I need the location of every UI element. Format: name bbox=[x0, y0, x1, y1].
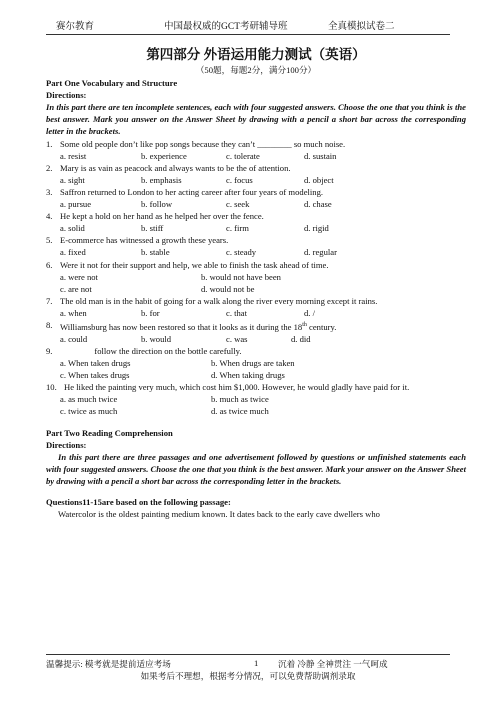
option-b[interactable]: b. experience bbox=[141, 150, 187, 161]
option-b[interactable]: b. would bbox=[141, 333, 172, 344]
page-header bbox=[46, 14, 450, 35]
question-7 bbox=[46, 295, 466, 307]
page-subtitle: （50题，每题2分，满分100分） bbox=[195, 65, 317, 75]
option-b[interactable]: b. stiff bbox=[141, 223, 164, 234]
options-2 bbox=[46, 174, 466, 186]
options-8 bbox=[46, 333, 466, 345]
question-text: He kept a hold on her hand as he helped her over the fence. bbox=[60, 211, 264, 222]
options-9a bbox=[46, 357, 466, 369]
question-text: E-commerce has witnessed a growth these years. bbox=[60, 235, 229, 246]
option-a[interactable]: a. sight bbox=[60, 174, 85, 185]
options-1 bbox=[46, 150, 466, 162]
option-d[interactable]: d. sustain bbox=[304, 150, 337, 161]
option-a[interactable]: a. as much twice bbox=[60, 394, 118, 405]
question-text: Saffron returned to London to her acting career after four years of modeling. bbox=[60, 186, 324, 197]
question-number: 10. bbox=[46, 382, 57, 393]
option-a[interactable]: a. could bbox=[60, 333, 88, 344]
option-a[interactable]: a. fixed bbox=[60, 247, 86, 258]
question-10 bbox=[46, 381, 466, 393]
question-number: 6. bbox=[46, 259, 53, 270]
option-c[interactable]: c. tolerate bbox=[226, 150, 260, 161]
option-c[interactable]: c. seek bbox=[226, 199, 250, 210]
option-a[interactable]: a. resist bbox=[60, 150, 87, 161]
option-a[interactable]: a. When taken drugs bbox=[60, 358, 131, 369]
page-footer bbox=[46, 654, 450, 669]
passage-text: Watercolor is the oldest painting medium known. It dates back to the early cave dwellers who bbox=[58, 509, 380, 520]
option-b[interactable]: b. When drugs are taken bbox=[211, 358, 295, 369]
question-number: 8. bbox=[46, 319, 53, 330]
question-number: 2. bbox=[46, 162, 53, 173]
question-5 bbox=[46, 234, 466, 246]
option-a[interactable]: a. pursue bbox=[60, 199, 92, 210]
footer-tip: 温馨提示: 模考就是提前适应考场 bbox=[46, 659, 171, 669]
question-4 bbox=[46, 210, 466, 222]
page-title: 第四部分 外语运用能力测试（英语） bbox=[146, 47, 366, 62]
passage-heading: Questions11-15are based on the following passage: bbox=[46, 497, 231, 508]
option-d[interactable]: d. would not be bbox=[201, 283, 255, 294]
question-number: 1. bbox=[46, 138, 53, 149]
option-a[interactable]: a. solid bbox=[60, 223, 85, 234]
option-c[interactable]: c. are not bbox=[60, 283, 92, 294]
option-b[interactable]: b. would not have been bbox=[201, 271, 281, 282]
question-1 bbox=[46, 138, 466, 150]
option-a[interactable]: a. were not bbox=[60, 271, 98, 282]
option-c[interactable]: c. that bbox=[226, 307, 247, 318]
option-b[interactable]: b. stable bbox=[141, 247, 170, 258]
option-a[interactable]: a. when bbox=[60, 307, 87, 318]
options-5 bbox=[46, 246, 466, 258]
option-c[interactable]: c. firm bbox=[226, 223, 249, 234]
question-number: 9. bbox=[46, 346, 53, 357]
document-body bbox=[46, 42, 466, 520]
question-number: 7. bbox=[46, 295, 53, 306]
option-d[interactable]: d. as twice much bbox=[211, 406, 269, 417]
question-6 bbox=[46, 259, 466, 271]
option-d[interactable]: d. chase bbox=[304, 199, 332, 210]
option-b[interactable]: b. for bbox=[141, 307, 160, 318]
option-c[interactable]: c. focus bbox=[226, 174, 253, 185]
option-b[interactable]: b. emphasis bbox=[141, 174, 182, 185]
option-c[interactable]: c. steady bbox=[226, 247, 257, 258]
part2-directions-label: Directions: bbox=[46, 439, 87, 450]
option-b[interactable]: b. much as twice bbox=[211, 394, 269, 405]
header-left: 赛尔教育 bbox=[56, 22, 95, 32]
part1-heading: Part One Vocabulary and Structure bbox=[46, 78, 178, 89]
question-8 bbox=[46, 319, 466, 333]
option-c[interactable]: c. twice as much bbox=[60, 406, 118, 417]
header-center: 中国最权威的GCT考研辅导班 bbox=[164, 22, 288, 32]
question-text: Were it not for their support and help, we able to finish the task ahead of time. bbox=[60, 259, 329, 270]
footer-motto: 沉着 冷静 全神贯注 一气呵成 bbox=[278, 659, 388, 669]
option-d[interactable]: d. did bbox=[291, 333, 311, 344]
part2-heading: Part Two Reading Comprehension bbox=[46, 427, 173, 438]
question-number: 4. bbox=[46, 211, 53, 222]
options-9b bbox=[46, 369, 466, 381]
options-7 bbox=[46, 307, 466, 319]
footer-note: 如果考后不理想，根据考分情况，可以免费帮助调剂录取 bbox=[140, 671, 356, 681]
question-number: 5. bbox=[46, 235, 53, 246]
options-4 bbox=[46, 222, 466, 234]
option-d[interactable]: d. rigid bbox=[304, 223, 329, 234]
option-d[interactable]: d. regular bbox=[304, 247, 337, 258]
options-10b bbox=[46, 405, 466, 417]
page-number: 1 bbox=[254, 658, 259, 668]
question-text: Mary is as vain as peacock and always wants to be the of attention. bbox=[60, 162, 291, 173]
options-6b bbox=[46, 283, 466, 295]
option-d[interactable]: d. When taking drugs bbox=[211, 370, 285, 381]
question-9 bbox=[46, 345, 466, 357]
question-text: Williamsburg has now been restored so that it looks as it during the 18 bbox=[60, 321, 303, 332]
question-3 bbox=[46, 186, 466, 198]
question-text: Some old people don’t like pop songs because they can’t ________ so much noise. bbox=[60, 138, 346, 149]
part1-directions-label: Directions: bbox=[46, 90, 87, 101]
question-text: He liked the painting very much, which cost him $1,000. However, he would gladly have paid for it. bbox=[64, 382, 410, 393]
question-text: The old man is in the habit of going for a walk along the river every morning except it rains. bbox=[60, 295, 378, 306]
part1-directions: In this part there are ten incomplete sentences, each with four suggested answers. Choose the one that you think is the best answer. Mark you answer on the Answer Sheet by drawing with a pencil a short bar across the corresponding letter in the brackets. bbox=[46, 102, 466, 137]
question-2 bbox=[46, 162, 466, 174]
option-c[interactable]: c. was bbox=[226, 333, 248, 344]
options-6a bbox=[46, 271, 466, 283]
question-text-end: century. bbox=[306, 321, 337, 332]
question-text: follow the direction on the bottle carefully. bbox=[60, 346, 242, 357]
part2-directions: In this part there are three passages and one advertisement followed by questions or unfinished statements each with four suggested answers. Choose the one that you think is the best answer. Mark your answer on the Answer Sheet by drawing with a pencil a short bar across the corresponding letter in the brackets. bbox=[46, 451, 466, 486]
question-number: 3. bbox=[46, 186, 53, 197]
option-c[interactable]: c. When takes drugs bbox=[60, 370, 130, 381]
superscript: th bbox=[302, 321, 307, 328]
option-d[interactable]: d. object bbox=[304, 174, 334, 185]
option-b[interactable]: b. follow bbox=[141, 199, 173, 210]
options-3 bbox=[46, 198, 466, 210]
options-10a bbox=[46, 393, 466, 405]
header-right: 全真模拟试卷二 bbox=[328, 22, 395, 32]
option-d[interactable]: d. / bbox=[304, 307, 315, 318]
